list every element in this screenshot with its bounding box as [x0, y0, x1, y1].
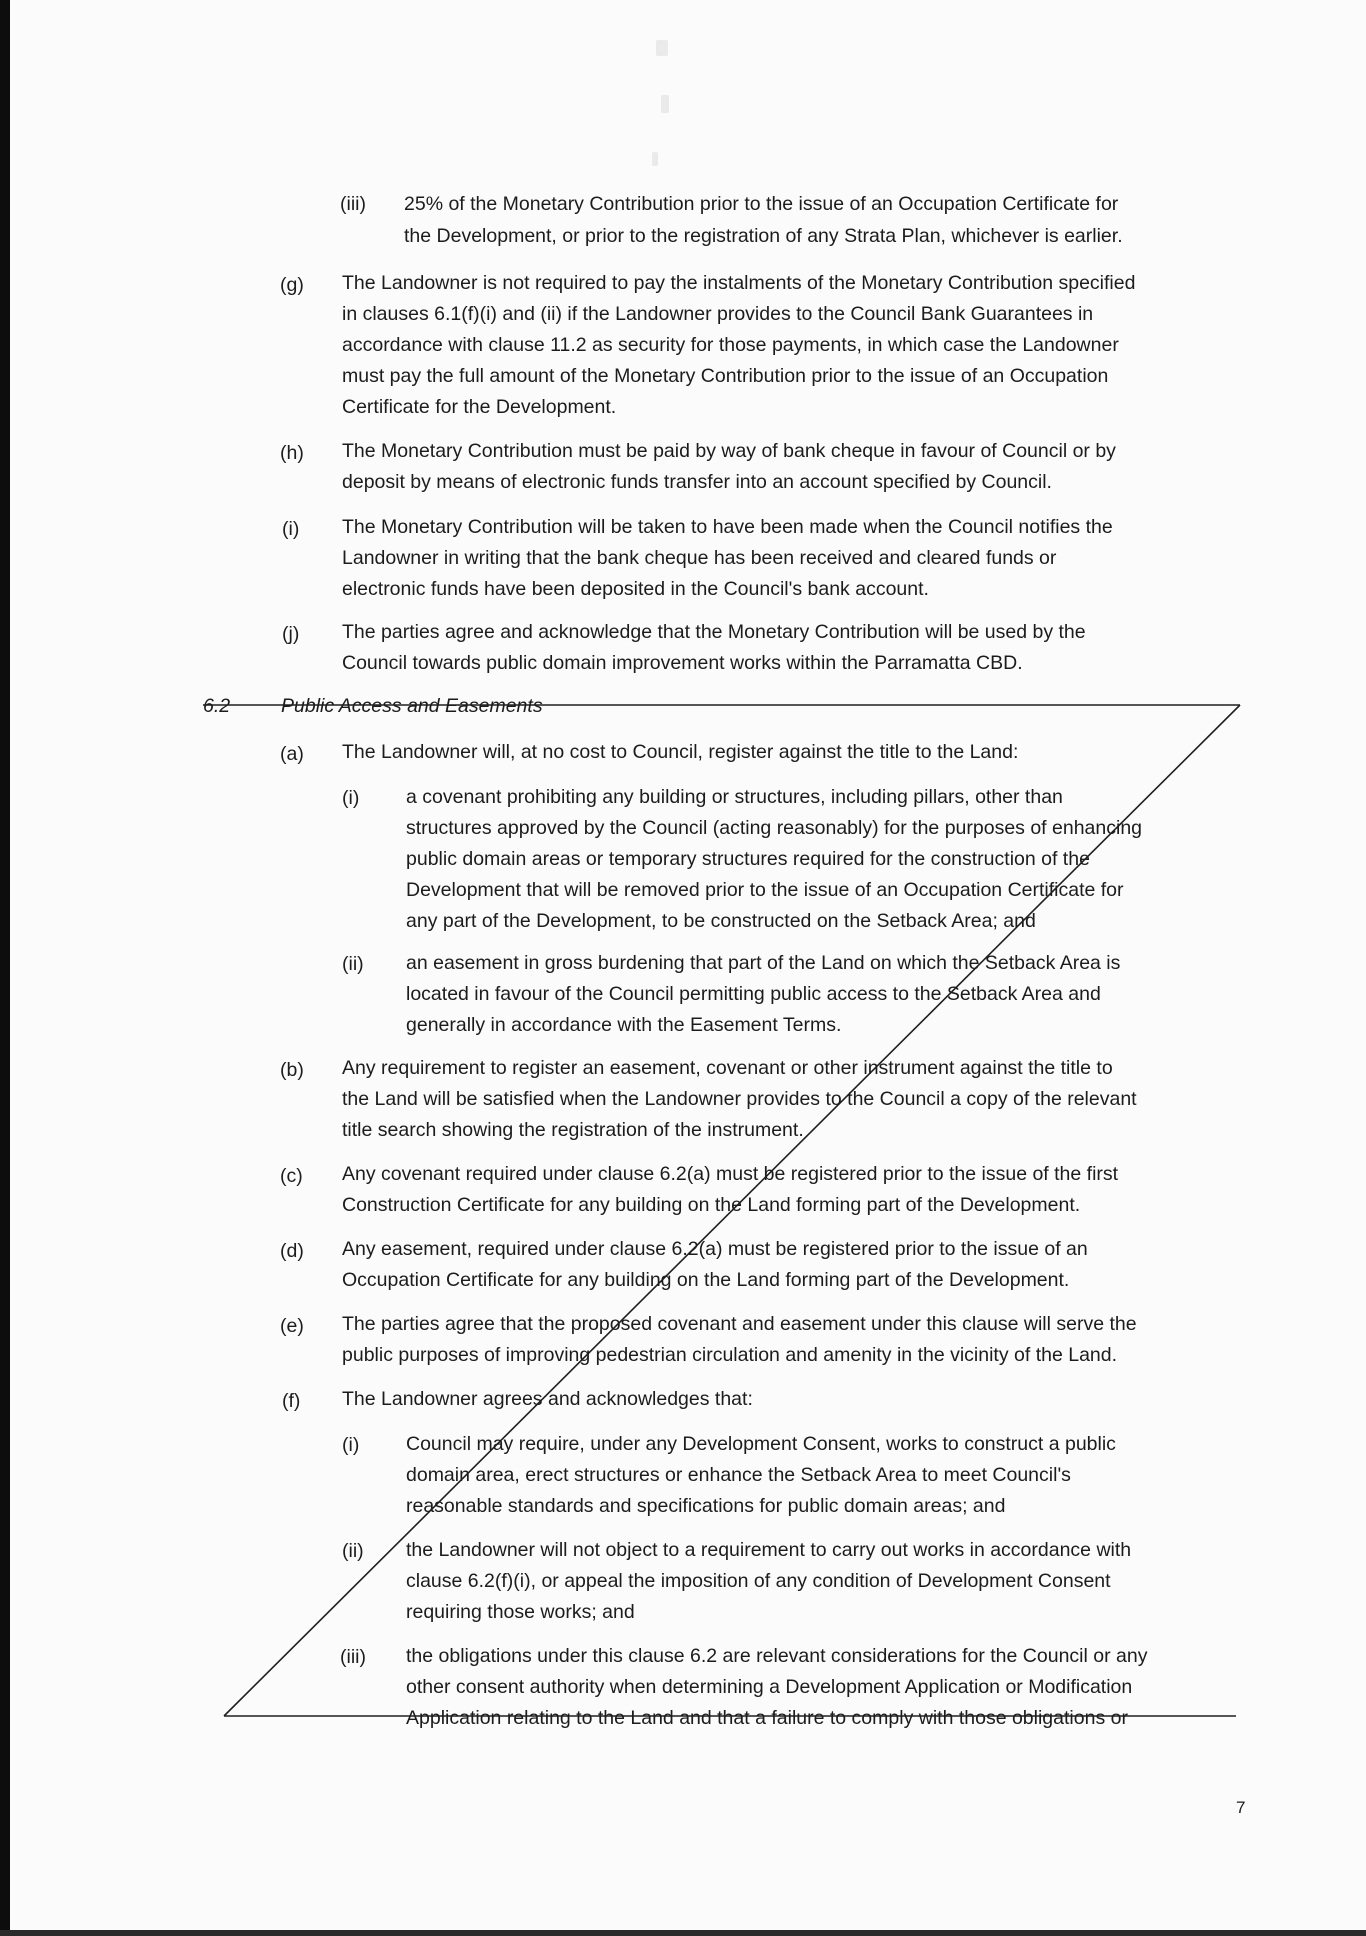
text-line: the obligations under this clause 6.2 are relevant considerations for the Council or any	[406, 1645, 1148, 1667]
item-label: (f)	[282, 1390, 301, 1412]
text-line: domain area, erect structures or enhance the Setback Area to meet Council's	[406, 1464, 1071, 1486]
item-label: (e)	[280, 1315, 304, 1337]
text-line: structures approved by the Council (acting reasonably) for the purposes of enhancing	[406, 817, 1143, 839]
item-label: (iii)	[340, 1646, 366, 1668]
text-line: an easement in gross burdening that part of the Land on which the Setback Area is	[406, 952, 1121, 974]
text-line: Any covenant required under clause 6.2(a) must be registered prior to the issue of the first	[342, 1163, 1119, 1185]
text-line: Construction Certificate for any building on the Land forming part of the Development.	[342, 1194, 1081, 1216]
text-line: The Monetary Contribution will be taken to have been made when the Council notifies the	[342, 516, 1113, 538]
text-line: Occupation Certificate for any building on the Land forming part of the Development.	[342, 1269, 1070, 1291]
item-label: (j)	[282, 623, 300, 645]
text-line: the Landowner will not object to a requirement to carry out works in accordance with	[406, 1539, 1132, 1561]
item-label: (d)	[280, 1240, 304, 1262]
text-line: The Monetary Contribution must be paid by way of bank cheque in favour of Council or by	[342, 440, 1116, 462]
text-line: requiring those works; and	[406, 1601, 635, 1623]
page-number: 7	[1236, 1798, 1246, 1817]
text-line: Development that will be removed prior to the issue of an Occupation Certificate for	[406, 879, 1124, 901]
text-line: public purposes of improving pedestrian circulation and amenity in the vicinity of the Land.	[342, 1344, 1118, 1366]
item-label: (i)	[342, 1434, 360, 1456]
item-label: (iii)	[340, 193, 366, 215]
item-label: (g)	[280, 274, 304, 296]
text-line: The Landowner is not required to pay the instalments of the Monetary Contribution specified	[342, 272, 1136, 294]
text-line: clause 6.2(f)(i), or appeal the imposition of any condition of Development Consent	[406, 1570, 1111, 1592]
text-line: must pay the full amount of the Monetary Contribution prior to the issue of an Occupation	[342, 365, 1109, 387]
text-line: The Landowner will, at no cost to Council, register against the title to the Land:	[342, 741, 1019, 763]
item-label: (i)	[342, 787, 360, 809]
text-line: reasonable standards and specifications for public domain areas; and	[406, 1495, 1006, 1517]
text-line: The Landowner agrees and acknowledges that:	[342, 1388, 753, 1410]
text-line: The parties agree that the proposed covenant and easement under this clause will serve the	[342, 1313, 1137, 1335]
text-line: deposit by means of electronic funds transfer into an account specified by Council.	[342, 471, 1052, 493]
text-line: electronic funds have been deposited in the Council's bank account.	[342, 578, 929, 600]
text-line: Application relating to the Land and that a failure to comply with those obligations or	[406, 1707, 1128, 1729]
text-line: Any easement, required under clause 6.2(a) must be registered prior to the issue of an	[342, 1238, 1088, 1260]
item-label: (a)	[280, 743, 304, 765]
text-line: The parties agree and acknowledge that the Monetary Contribution will be used by the	[342, 621, 1086, 643]
text-line: in clauses 6.1(f)(i) and (ii) if the Landowner provides to the Council Bank Guarantees in	[342, 303, 1094, 325]
text-line: Landowner in writing that the bank cheque has been received and cleared funds or	[342, 547, 1057, 569]
text-line: located in favour of the Council permitting public access to the Setback Area and	[406, 983, 1101, 1005]
text-line: title search showing the registration of the instrument.	[342, 1119, 804, 1141]
item-label: (b)	[280, 1059, 304, 1081]
text-line: Certificate for the Development.	[342, 396, 617, 418]
clause-number: 6.2	[203, 695, 231, 717]
item-label: (i)	[282, 518, 300, 540]
text-line: generally in accordance with the Easement Terms.	[406, 1014, 842, 1036]
text-line: public domain areas or temporary structures required for the construction of the	[406, 848, 1090, 870]
item-label: (ii)	[342, 1540, 364, 1562]
text-line: Council towards public domain improvement works within the Parramatta CBD.	[342, 652, 1023, 674]
text-line: the Development, or prior to the registration of any Strata Plan, whichever is earlier.	[404, 225, 1123, 247]
item-label: (c)	[280, 1165, 303, 1187]
text-line: Council may require, under any Development Consent, works to construct a public	[406, 1433, 1116, 1455]
text-line: Any requirement to register an easement, covenant or other instrument against the title to	[342, 1057, 1113, 1079]
text-line: the Land will be satisfied when the Landowner provides to the Council a copy of the relevant	[342, 1088, 1137, 1110]
text-line: a covenant prohibiting any building or structures, including pillars, other than	[406, 786, 1063, 808]
text-line: any part of the Development, to be constructed on the Setback Area; and	[406, 910, 1036, 932]
text-line: accordance with clause 11.2 as security for those payments, in which case the Landowner	[342, 334, 1119, 356]
clause-title: Public Access and Easements	[281, 695, 543, 717]
text-line: 25% of the Monetary Contribution prior to the issue of an Occupation Certificate for	[404, 193, 1119, 215]
item-label: (h)	[280, 442, 304, 464]
item-label: (ii)	[342, 953, 364, 975]
strike-diagonal-line	[224, 705, 1240, 1716]
text-line: other consent authority when determining a Development Application or Modification	[406, 1676, 1133, 1698]
